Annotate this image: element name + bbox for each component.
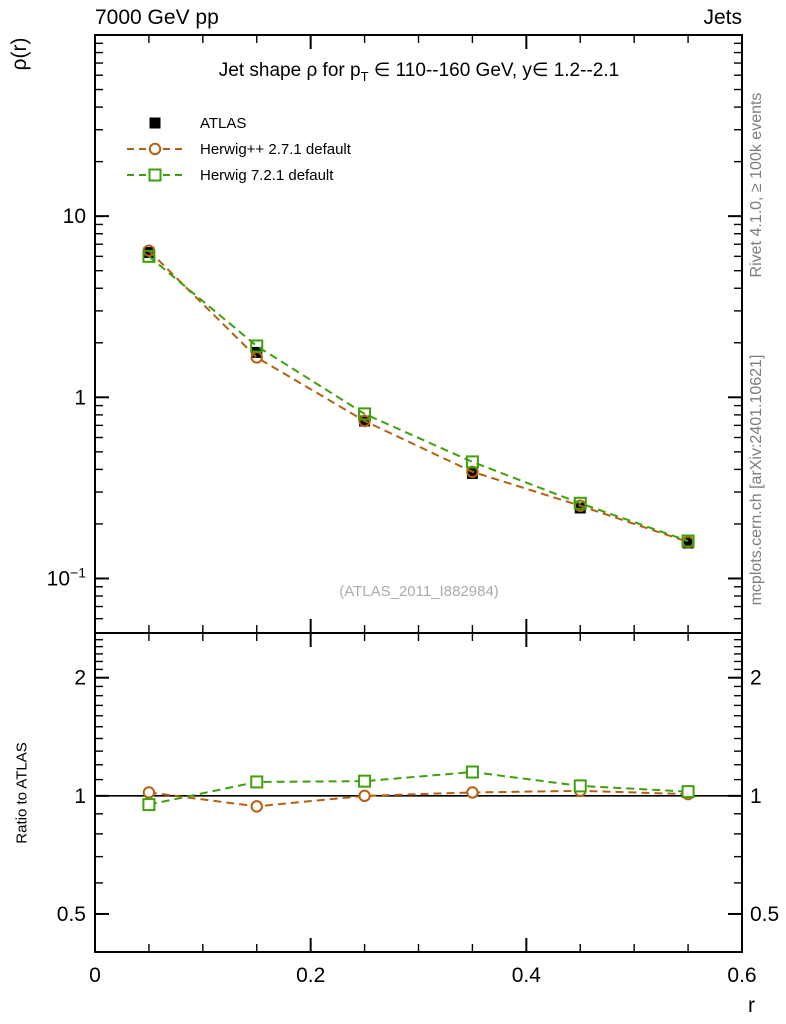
process-label: Jets bbox=[703, 6, 742, 29]
tick-label: 0.2 bbox=[296, 964, 326, 987]
tick-label: 0.6 bbox=[727, 964, 757, 987]
rivet-version-note: Rivet 4.1.0, ≥ 100k events bbox=[748, 92, 765, 278]
ratio-axis-label: Ratio to ATLAS bbox=[13, 742, 31, 844]
tick-label: 2 bbox=[750, 666, 762, 690]
legend-label: Herwig++ 2.7.1 default bbox=[200, 140, 351, 158]
herwig7-marker-icon bbox=[126, 167, 184, 183]
plot-title-post: ∈ 110--160 GeV, y∈ 1.2--2.1 bbox=[368, 60, 620, 81]
y-axis-label: ρ(r) bbox=[8, 37, 31, 71]
tick-label: 1 bbox=[750, 784, 762, 808]
x-axis-label: r bbox=[748, 994, 755, 1017]
tick-label: 0 bbox=[89, 964, 101, 987]
plot-title-sub: T bbox=[360, 68, 369, 84]
legend-item-herwigpp bbox=[126, 136, 351, 162]
legend bbox=[126, 110, 351, 188]
plot-title-pre: Jet shape ρ for p bbox=[218, 60, 361, 81]
legend-item-herwig7 bbox=[126, 162, 351, 188]
legend-item-atlas bbox=[126, 110, 351, 136]
legend-label: ATLAS bbox=[200, 114, 247, 132]
tick-label: 2 bbox=[74, 666, 86, 690]
legend-label: Herwig 7.2.1 default bbox=[200, 166, 334, 184]
tick-label: 10 bbox=[62, 205, 86, 229]
beam-label: 7000 GeV pp bbox=[95, 6, 219, 29]
herwigpp-marker-icon bbox=[126, 141, 184, 157]
tick-label: 0.5 bbox=[750, 902, 780, 926]
tick-label: 0.5 bbox=[56, 902, 86, 926]
tick-label: 0.4 bbox=[511, 964, 541, 987]
series-herwigpp bbox=[144, 245, 694, 547]
tick-label: $10^{-1}$ bbox=[46, 564, 86, 591]
series-herwig7 bbox=[143, 251, 693, 547]
plot-title bbox=[95, 59, 743, 84]
ratio-series-herwigpp bbox=[144, 786, 694, 812]
analysis-id-watermark: (ATLAS_2011_I882984) bbox=[339, 583, 499, 600]
atlas-marker-icon bbox=[126, 115, 184, 131]
ratio-series-herwig7 bbox=[143, 767, 693, 811]
tick-label: 1 bbox=[74, 784, 86, 808]
series-atlas bbox=[143, 247, 693, 548]
mcplots-arxiv-note: mcplots.cern.ch [arXiv:2401.10621] bbox=[748, 354, 765, 606]
tick-label: 1 bbox=[74, 386, 86, 410]
